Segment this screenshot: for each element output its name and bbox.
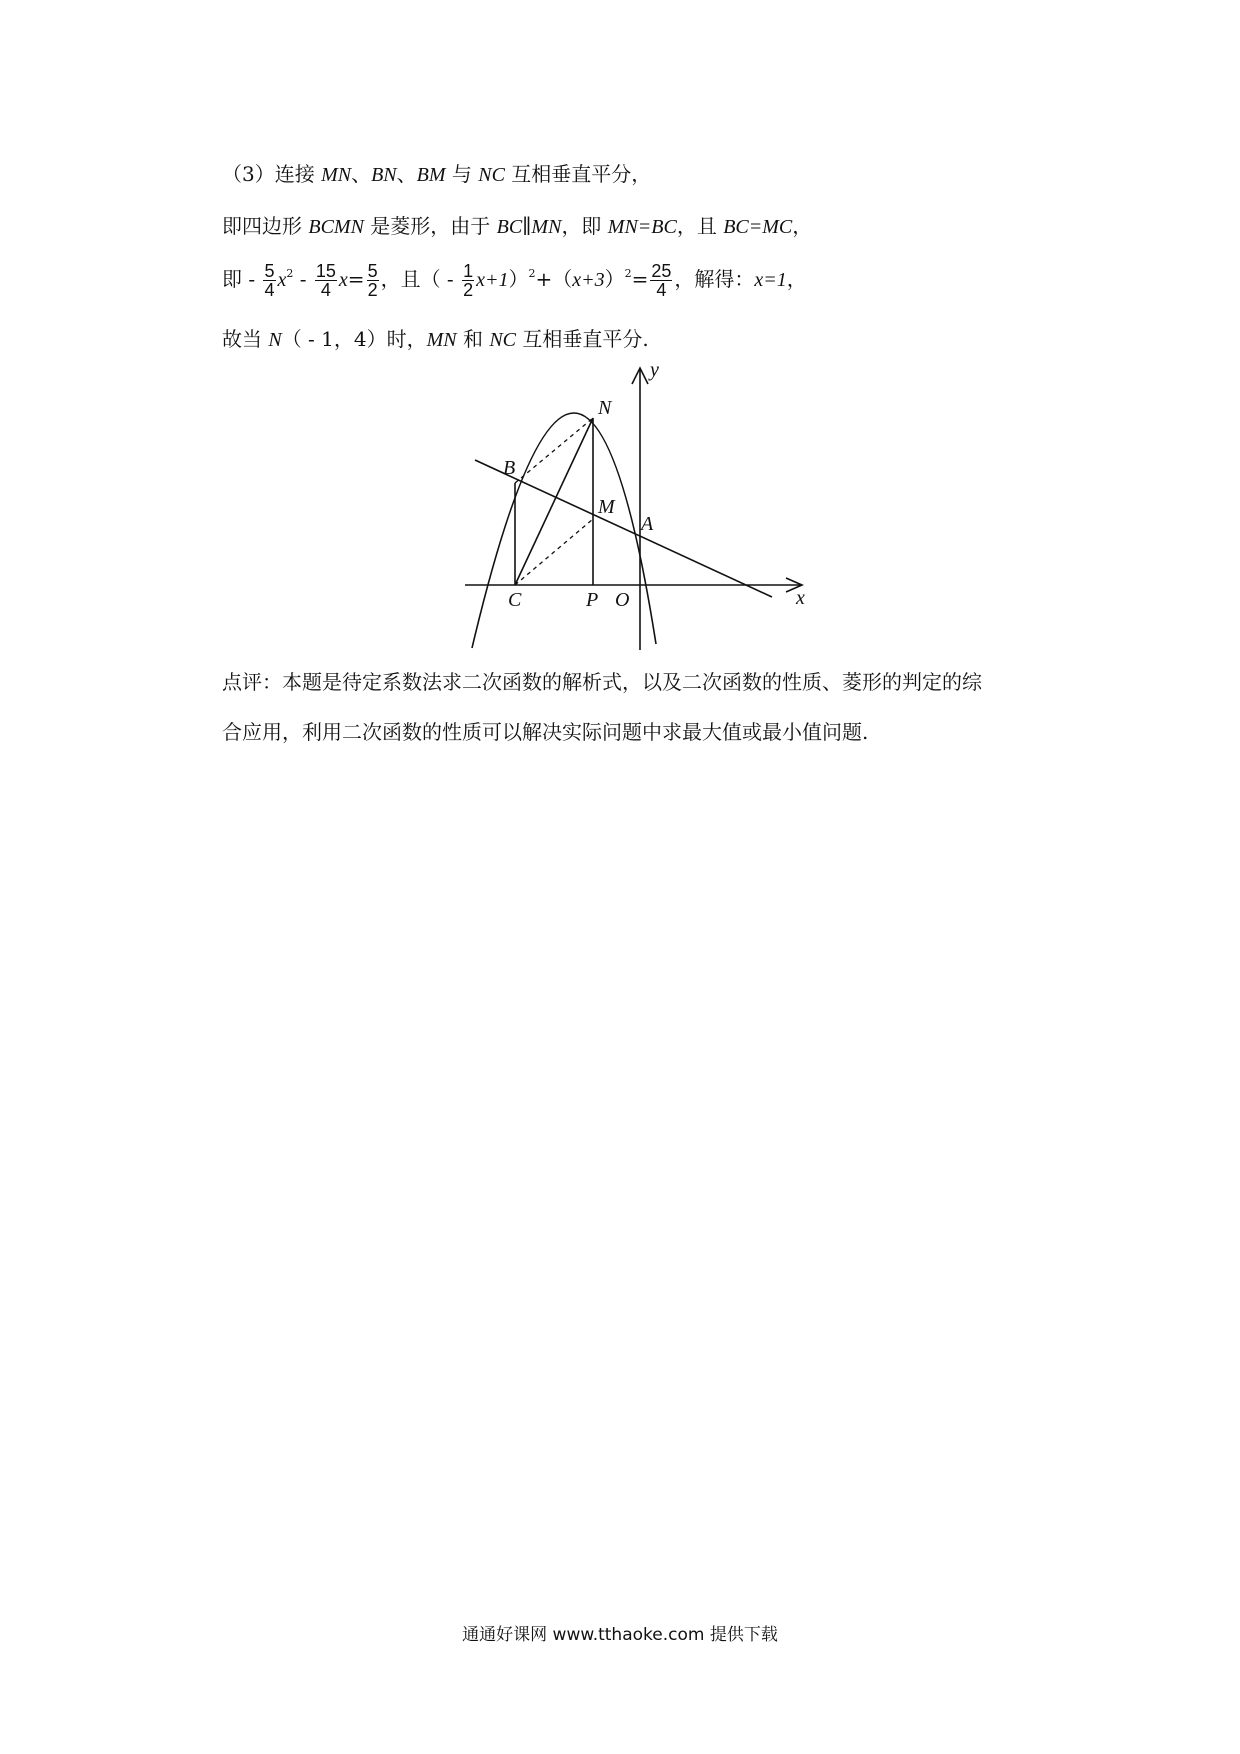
text-run: ） <box>604 267 625 291</box>
text-run: 互相垂直平分， <box>504 162 652 186</box>
text-run: ） <box>508 267 529 291</box>
math-x: x <box>277 269 287 291</box>
comment-line-2: 合应用，利用二次函数的性质可以解决实际问题中求最大值或最小值问题. <box>222 720 869 744</box>
text-run: 是菱形，由于 <box>363 214 497 238</box>
equals-sign: = <box>347 267 365 291</box>
text-run: ， <box>792 214 813 238</box>
math-x-eq-1: x=1 <box>754 269 787 291</box>
text-run: 即 - <box>222 267 262 291</box>
label-A: A <box>641 513 654 535</box>
math-BN: BN <box>371 164 397 186</box>
label-O: O <box>615 589 630 611</box>
numerator: 5 <box>367 261 378 281</box>
text-run: ，且（ - <box>380 267 461 291</box>
superscript: 2 <box>528 267 536 280</box>
label-M: M <box>598 496 615 518</box>
segment-BN-dashed <box>515 418 593 483</box>
label-B: B <box>503 457 516 479</box>
math-NC: NC <box>478 164 505 186</box>
math-x-plus-1: x+1 <box>476 269 509 291</box>
math-parallel: BC∥MN <box>496 216 562 238</box>
numerator: 15 <box>315 261 336 281</box>
math-BC-eq-MC: BC=MC <box>723 216 793 238</box>
geometry-figure <box>0 0 1240 700</box>
denominator: 4 <box>320 280 331 300</box>
denominator: 4 <box>656 280 667 300</box>
text-run: 、 <box>396 162 417 186</box>
text-run: 与 <box>445 162 479 186</box>
label-x: x <box>796 587 805 609</box>
text-run: ， <box>786 267 807 291</box>
segment-NC <box>515 418 593 585</box>
math-x-plus-3: x+3 <box>572 269 605 291</box>
math-BM: BM <box>416 164 446 186</box>
label-N: N <box>598 397 612 419</box>
page-footer: 通通好课网 www.tthaoke.com 提供下载 <box>462 1625 778 1645</box>
math-N: N <box>268 329 282 351</box>
math-NC: NC <box>489 329 517 351</box>
comment-line-1: 点评：本题是待定系数法求二次函数的解析式，以及二次函数的性质、菱形的判定的综 <box>222 670 982 694</box>
text-run: ，解得： <box>674 267 755 291</box>
denominator: 2 <box>367 280 378 300</box>
superscript: 2 <box>624 267 632 280</box>
superscript: 2 <box>286 267 294 280</box>
text-run: 和 <box>456 327 490 351</box>
numerator: 5 <box>264 261 275 281</box>
text-run: ，且 <box>676 214 724 238</box>
text-run: +（ <box>535 267 573 291</box>
text-run: - <box>293 267 313 291</box>
numerator: 1 <box>463 261 474 281</box>
math-BCMN: BCMN <box>308 216 364 238</box>
text-run: 、 <box>351 162 372 186</box>
text-run: （3）连接 <box>222 162 322 186</box>
label-y: y <box>650 359 659 381</box>
math-MN: MN <box>426 329 457 351</box>
denominator: 2 <box>463 280 474 300</box>
denominator: 4 <box>264 280 275 300</box>
numerator: 25 <box>651 261 672 281</box>
equals-sign: = <box>631 267 649 291</box>
text-run: （ - 1，4）时， <box>281 327 427 351</box>
text-run: 互相垂直平分. <box>516 327 649 351</box>
text-run: 故当 <box>222 327 269 351</box>
math-MN-eq-BC: MN=BC <box>607 216 677 238</box>
segment-CM-dashed <box>515 519 593 585</box>
text-run: 即四边形 <box>222 214 309 238</box>
label-P: P <box>586 589 599 611</box>
label-C: C <box>508 589 522 611</box>
text-run: ，即 <box>561 214 608 238</box>
math-MN: MN <box>321 164 352 186</box>
math-x: x <box>338 269 348 291</box>
